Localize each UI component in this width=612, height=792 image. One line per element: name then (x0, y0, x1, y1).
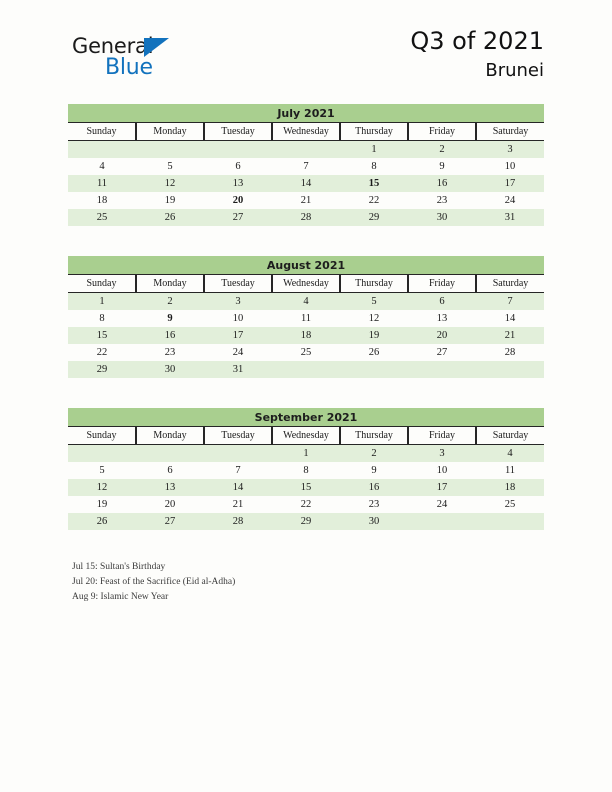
week-row (68, 462, 544, 479)
day-cell[interactable]: 2 (408, 141, 476, 159)
day-cell[interactable]: 8 (99, 313, 105, 324)
weekday-header-sunday: Sunday (68, 427, 136, 445)
month-block-july (68, 104, 544, 226)
day-cell[interactable]: 1 (340, 141, 408, 159)
weekday-header-thursday: Thursday (340, 123, 408, 141)
day-cell[interactable]: 9 (439, 161, 445, 172)
weekday-header-row (68, 275, 544, 293)
week-row (68, 479, 544, 496)
day-cell[interactable]: 27 (436, 347, 448, 358)
day-cell[interactable]: 5 (340, 293, 408, 311)
day-cell[interactable]: 25 (300, 347, 312, 358)
day-cell[interactable]: 25 (68, 209, 136, 226)
weekday-header-monday: Monday (136, 275, 204, 293)
week-row (68, 327, 544, 344)
weekday-header-thursday: Thursday (340, 275, 408, 293)
month-table (68, 123, 544, 226)
day-cell[interactable]: 23 (368, 499, 380, 510)
day-cell[interactable]: 15 (272, 479, 340, 496)
day-cell[interactable]: 31 (204, 361, 272, 378)
holiday-note: Jul 20: Feast of the Sacrifice (Eid al-Adha) (72, 577, 236, 587)
day-cell[interactable]: 18 (476, 479, 544, 496)
day-cell[interactable]: 21 (476, 327, 544, 344)
empty-day-cell (136, 141, 204, 159)
day-cell[interactable]: 11 (504, 465, 516, 476)
weekday-header-wednesday: Wednesday (272, 275, 340, 293)
month-body (68, 293, 544, 379)
day-cell[interactable]: 15 (340, 175, 408, 192)
day-cell[interactable]: 14 (504, 313, 516, 324)
day-cell[interactable]: 11 (300, 313, 312, 324)
page-subtitle-country: Brunei (485, 60, 544, 81)
empty-day-cell (408, 513, 476, 530)
empty-day-cell (340, 361, 408, 378)
day-cell[interactable]: 14 (204, 479, 272, 496)
day-cell[interactable]: 11 (68, 175, 136, 192)
empty-day-cell (204, 141, 272, 159)
day-cell[interactable]: 18 (96, 195, 108, 206)
day-cell[interactable]: 22 (300, 499, 312, 510)
day-cell[interactable]: 17 (476, 175, 544, 192)
holiday-notes-list (72, 560, 492, 605)
day-cell[interactable]: 8 (303, 465, 309, 476)
logo-text-blue: Blue (105, 55, 153, 80)
day-cell[interactable]: 24 (504, 195, 516, 206)
logo-text-general: General (72, 34, 154, 58)
page-title-block (410, 26, 544, 84)
day-cell[interactable]: 7 (303, 161, 309, 172)
week-row (68, 361, 544, 378)
week-row (68, 310, 544, 327)
weekday-header-sunday: Sunday (68, 123, 136, 141)
holiday-note: Aug 9: Islamic New Year (72, 592, 169, 602)
week-row (68, 175, 544, 192)
week-row (68, 158, 544, 175)
week-row (68, 192, 544, 209)
day-cell[interactable]: 16 (340, 479, 408, 496)
day-cell[interactable]: 8 (371, 161, 377, 172)
empty-day-cell (68, 141, 136, 159)
empty-day-cell (204, 445, 272, 463)
day-cell[interactable]: 14 (272, 175, 340, 192)
day-cell[interactable]: 28 (504, 347, 516, 358)
month-title: July 2021 (68, 104, 544, 123)
day-cell[interactable]: 3 (408, 445, 476, 463)
holiday-note: Jul 15: Sultan's Birthday (72, 562, 166, 572)
day-cell[interactable]: 1 (68, 293, 136, 311)
day-cell[interactable]: 20 (408, 327, 476, 344)
week-row (68, 496, 544, 513)
day-cell[interactable]: 5 (167, 161, 173, 172)
day-cell[interactable]: 2 (136, 293, 204, 311)
day-cell[interactable]: 30 (408, 209, 476, 226)
day-cell[interactable]: 13 (136, 479, 204, 496)
day-cell[interactable]: 30 (136, 361, 204, 378)
week-row (68, 445, 544, 463)
weekday-header-friday: Friday (408, 427, 476, 445)
day-cell[interactable]: 10 (436, 465, 448, 476)
day-cell[interactable]: 2 (340, 445, 408, 463)
day-cell[interactable]: 17 (204, 327, 272, 344)
weekday-header-thursday: Thursday (340, 427, 408, 445)
month-block-september (68, 408, 544, 530)
week-row (68, 209, 544, 226)
day-cell[interactable]: 21 (300, 195, 312, 206)
day-cell[interactable]: 1 (272, 445, 340, 463)
day-cell[interactable]: 20 (164, 499, 176, 510)
day-cell[interactable]: 27 (136, 513, 204, 530)
day-cell[interactable]: 29 (272, 513, 340, 530)
weekday-header-monday: Monday (136, 123, 204, 141)
weekday-header-wednesday: Wednesday (272, 123, 340, 141)
day-cell[interactable]: 3 (204, 293, 272, 311)
day-cell[interactable]: 23 (436, 195, 448, 206)
month-title: August 2021 (68, 256, 544, 275)
day-cell[interactable]: 7 (235, 465, 241, 476)
weekday-header-wednesday: Wednesday (272, 427, 340, 445)
week-row (68, 513, 544, 530)
day-cell[interactable]: 4 (476, 445, 544, 463)
empty-day-cell (68, 445, 136, 463)
general-blue-logo[interactable] (72, 34, 282, 90)
week-row (68, 141, 544, 159)
day-cell[interactable]: 20 (232, 195, 244, 206)
day-cell[interactable]: 26 (368, 347, 380, 358)
day-cell[interactable]: 6 (235, 161, 241, 172)
empty-day-cell (476, 361, 544, 378)
day-cell[interactable]: 15 (68, 327, 136, 344)
month-table (68, 275, 544, 378)
month-title: September 2021 (68, 408, 544, 427)
weekday-header-saturday: Saturday (476, 123, 544, 141)
week-row (68, 344, 544, 361)
day-cell[interactable]: 6 (408, 293, 476, 311)
day-cell[interactable]: 18 (272, 327, 340, 344)
day-cell[interactable]: 12 (68, 479, 136, 496)
day-cell[interactable]: 28 (272, 209, 340, 226)
day-cell[interactable]: 25 (504, 499, 516, 510)
empty-day-cell (136, 445, 204, 463)
month-body (68, 141, 544, 227)
weekday-header-sunday: Sunday (68, 275, 136, 293)
page-title: Q3 of 2021 (410, 27, 544, 55)
day-cell[interactable]: 16 (136, 327, 204, 344)
day-cell[interactable]: 21 (232, 499, 244, 510)
day-cell[interactable]: 4 (99, 161, 105, 172)
day-cell[interactable]: 4 (272, 293, 340, 311)
day-cell[interactable]: 3 (476, 141, 544, 159)
day-cell[interactable]: 24 (436, 499, 448, 510)
day-cell[interactable]: 7 (476, 293, 544, 311)
day-cell[interactable]: 27 (204, 209, 272, 226)
month-body (68, 445, 544, 531)
day-cell[interactable]: 22 (96, 347, 108, 358)
weekday-header-row (68, 427, 544, 445)
day-cell[interactable]: 6 (167, 465, 173, 476)
day-cell[interactable]: 26 (136, 209, 204, 226)
day-cell[interactable]: 12 (368, 313, 380, 324)
day-cell[interactable]: 31 (476, 209, 544, 226)
day-cell[interactable]: 10 (504, 161, 516, 172)
weekday-header-tuesday: Tuesday (204, 123, 272, 141)
day-cell[interactable]: 9 (371, 465, 377, 476)
weekday-header-saturday: Saturday (476, 275, 544, 293)
day-cell[interactable]: 28 (204, 513, 272, 530)
page-header (68, 26, 544, 96)
weekday-header-friday: Friday (408, 275, 476, 293)
day-cell[interactable]: 19 (96, 499, 108, 510)
month-table (68, 427, 544, 530)
day-cell[interactable]: 13 (204, 175, 272, 192)
day-cell[interactable]: 23 (164, 347, 176, 358)
weekday-header-saturday: Saturday (476, 427, 544, 445)
week-row (68, 293, 544, 311)
month-block-august (68, 256, 544, 378)
day-cell[interactable]: 24 (232, 347, 244, 358)
day-cell[interactable]: 12 (136, 175, 204, 192)
day-cell[interactable]: 30 (340, 513, 408, 530)
day-cell[interactable]: 29 (340, 209, 408, 226)
weekday-header-friday: Friday (408, 123, 476, 141)
empty-day-cell (272, 361, 340, 378)
empty-day-cell (272, 141, 340, 159)
day-cell[interactable]: 17 (408, 479, 476, 496)
day-cell[interactable]: 26 (68, 513, 136, 530)
day-cell[interactable]: 16 (408, 175, 476, 192)
weekday-header-tuesday: Tuesday (204, 275, 272, 293)
day-cell[interactable]: 13 (436, 313, 448, 324)
empty-day-cell (476, 513, 544, 530)
day-cell[interactable]: 29 (68, 361, 136, 378)
day-cell[interactable]: 5 (99, 465, 105, 476)
weekday-header-monday: Monday (136, 427, 204, 445)
day-cell[interactable]: 19 (164, 195, 176, 206)
day-cell[interactable]: 22 (368, 195, 380, 206)
weekday-header-tuesday: Tuesday (204, 427, 272, 445)
day-cell[interactable]: 10 (232, 313, 244, 324)
weekday-header-row (68, 123, 544, 141)
day-cell[interactable]: 19 (340, 327, 408, 344)
day-cell[interactable]: 9 (167, 313, 173, 324)
empty-day-cell (408, 361, 476, 378)
